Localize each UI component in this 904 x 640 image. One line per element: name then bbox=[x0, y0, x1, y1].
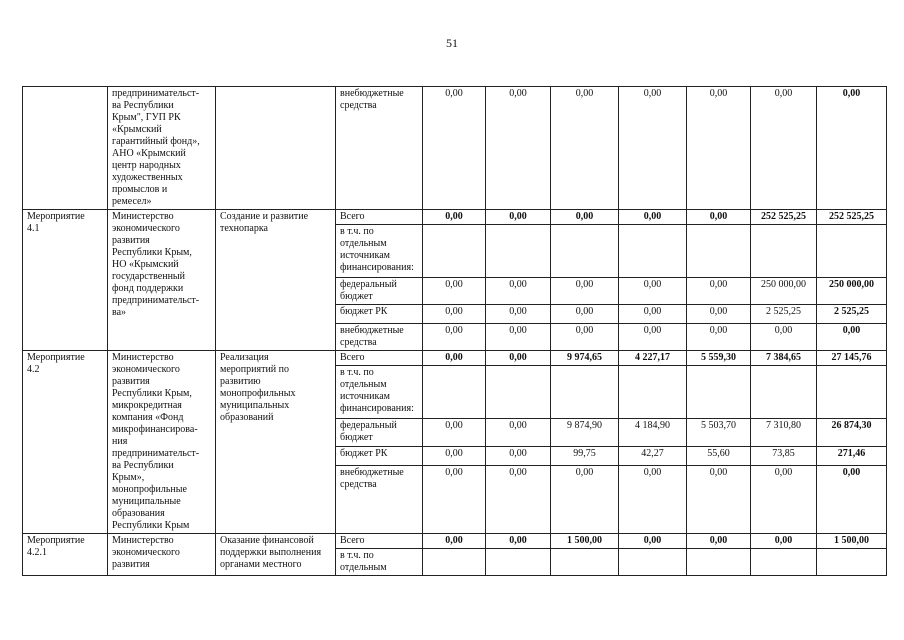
amount-cell: 0,00 bbox=[551, 324, 619, 351]
total-cell: 252 525,25 bbox=[817, 210, 887, 225]
funding-source-cell: в т.ч. по отдельным bbox=[336, 549, 423, 576]
measure-name-cell: Оказание финансовой поддержки выполнения органами местного bbox=[216, 534, 336, 576]
amount-cell bbox=[423, 225, 486, 278]
amount-cell: 0,00 bbox=[751, 87, 817, 210]
amount-cell bbox=[751, 225, 817, 278]
amount-cell: 0,00 bbox=[486, 210, 551, 225]
amount-cell: 0,00 bbox=[423, 87, 486, 210]
amount-cell bbox=[551, 366, 619, 419]
measure-name-cell bbox=[216, 87, 336, 210]
total-cell: 2 525,25 bbox=[817, 305, 887, 324]
amount-cell: 0,00 bbox=[551, 210, 619, 225]
measure-cell: Мероприятие 4.2.1 bbox=[23, 534, 108, 576]
amount-cell: 0,00 bbox=[423, 534, 486, 549]
total-cell: 0,00 bbox=[817, 87, 887, 210]
amount-cell bbox=[423, 549, 486, 576]
amount-cell: 0,00 bbox=[423, 278, 486, 305]
amount-cell: 0,00 bbox=[619, 534, 687, 549]
amount-cell bbox=[619, 549, 687, 576]
measure-name-cell: Реализация мероприятий по развитию монопрофильных муниципальных образований bbox=[216, 351, 336, 534]
amount-cell: 5 503,70 bbox=[687, 419, 751, 446]
table-row bbox=[23, 351, 887, 366]
amount-cell: 2 525,25 bbox=[751, 305, 817, 324]
total-cell bbox=[817, 549, 887, 576]
funding-source-cell: бюджет РК bbox=[336, 446, 423, 465]
amount-cell: 0,00 bbox=[423, 446, 486, 465]
measure-cell bbox=[23, 87, 108, 210]
amount-cell bbox=[619, 366, 687, 419]
table-row bbox=[23, 87, 887, 210]
amount-cell: 99,75 bbox=[551, 446, 619, 465]
budget-table bbox=[22, 86, 887, 576]
amount-cell: 0,00 bbox=[619, 465, 687, 533]
total-cell: 1 500,00 bbox=[817, 534, 887, 549]
amount-cell: 0,00 bbox=[551, 278, 619, 305]
amount-cell: 0,00 bbox=[551, 305, 619, 324]
total-cell bbox=[817, 366, 887, 419]
amount-cell: 0,00 bbox=[423, 465, 486, 533]
amount-cell: 0,00 bbox=[486, 465, 551, 533]
amount-cell: 0,00 bbox=[619, 305, 687, 324]
amount-cell: 0,00 bbox=[486, 446, 551, 465]
total-cell: 250 000,00 bbox=[817, 278, 887, 305]
amount-cell: 55,60 bbox=[687, 446, 751, 465]
amount-cell: 0,00 bbox=[687, 534, 751, 549]
amount-cell: 73,85 bbox=[751, 446, 817, 465]
amount-cell: 0,00 bbox=[619, 210, 687, 225]
amount-cell: 0,00 bbox=[423, 419, 486, 446]
amount-cell bbox=[687, 549, 751, 576]
measure-name-cell: Создание и развитие технопарка bbox=[216, 210, 336, 351]
amount-cell: 0,00 bbox=[619, 324, 687, 351]
amount-cell: 0,00 bbox=[687, 324, 751, 351]
amount-cell: 0,00 bbox=[751, 465, 817, 533]
amount-cell bbox=[551, 225, 619, 278]
amount-cell bbox=[687, 225, 751, 278]
funding-source-cell: Всего bbox=[336, 351, 423, 366]
funding-source-cell: федеральный бюджет bbox=[336, 419, 423, 446]
amount-cell: 250 000,00 bbox=[751, 278, 817, 305]
amount-cell: 0,00 bbox=[551, 465, 619, 533]
executor-cell: предпринимательст- ва Республики Крым", ГУП РК «Крымский гарантийный фонд», АНО «Крымский центр народных художественных промыслов и ремесел» bbox=[108, 87, 216, 210]
amount-cell bbox=[751, 549, 817, 576]
measure-cell: Мероприятие 4.2 bbox=[23, 351, 108, 534]
amount-cell: 1 500,00 bbox=[551, 534, 619, 549]
table-row bbox=[23, 210, 887, 225]
amount-cell: 0,00 bbox=[423, 305, 486, 324]
amount-cell: 0,00 bbox=[486, 351, 551, 366]
amount-cell: 0,00 bbox=[687, 87, 751, 210]
executor-cell: Министерство экономического развития Республики Крым, микрокредитная компания «Фонд микрофинансирова- ния предпринимательст- ва Республики Крым», монопрофильные муниципальные образования Республики Крым bbox=[108, 351, 216, 534]
funding-source-cell: в т.ч. по отдельным источникам финансирования: bbox=[336, 225, 423, 278]
amount-cell: 0,00 bbox=[423, 210, 486, 225]
amount-cell: 9 874,90 bbox=[551, 419, 619, 446]
total-cell: 26 874,30 bbox=[817, 419, 887, 446]
amount-cell: 0,00 bbox=[486, 419, 551, 446]
amount-cell: 0,00 bbox=[423, 351, 486, 366]
amount-cell: 0,00 bbox=[687, 305, 751, 324]
amount-cell: 0,00 bbox=[619, 278, 687, 305]
amount-cell: 42,27 bbox=[619, 446, 687, 465]
amount-cell bbox=[423, 366, 486, 419]
amount-cell: 0,00 bbox=[687, 465, 751, 533]
page-number: 51 bbox=[446, 36, 458, 50]
funding-source-cell: федеральный бюджет bbox=[336, 278, 423, 305]
amount-cell: 0,00 bbox=[486, 278, 551, 305]
amount-cell: 252 525,25 bbox=[751, 210, 817, 225]
amount-cell: 0,00 bbox=[551, 87, 619, 210]
amount-cell bbox=[751, 366, 817, 419]
amount-cell: 7 310,80 bbox=[751, 419, 817, 446]
amount-cell: 4 227,17 bbox=[619, 351, 687, 366]
funding-source-cell: бюджет РК bbox=[336, 305, 423, 324]
funding-source-cell: Всего bbox=[336, 210, 423, 225]
amount-cell bbox=[486, 366, 551, 419]
executor-cell: Министерство экономического развития Республики Крым, НО «Крымский государственный фонд поддержки предпринимательст- ва» bbox=[108, 210, 216, 351]
amount-cell bbox=[619, 225, 687, 278]
amount-cell: 0,00 bbox=[486, 534, 551, 549]
amount-cell: 0,00 bbox=[619, 87, 687, 210]
amount-cell: 4 184,90 bbox=[619, 419, 687, 446]
total-cell: 271,46 bbox=[817, 446, 887, 465]
total-cell bbox=[817, 225, 887, 278]
amount-cell: 0,00 bbox=[486, 324, 551, 351]
funding-source-cell: внебюджетные средства bbox=[336, 87, 423, 210]
table-row bbox=[23, 534, 887, 549]
amount-cell: 0,00 bbox=[751, 534, 817, 549]
amount-cell: 0,00 bbox=[751, 324, 817, 351]
amount-cell: 0,00 bbox=[486, 305, 551, 324]
amount-cell: 9 974,65 bbox=[551, 351, 619, 366]
funding-source-cell: Всего bbox=[336, 534, 423, 549]
amount-cell: 5 559,30 bbox=[687, 351, 751, 366]
total-cell: 27 145,76 bbox=[817, 351, 887, 366]
amount-cell: 0,00 bbox=[687, 278, 751, 305]
amount-cell: 7 384,65 bbox=[751, 351, 817, 366]
amount-cell bbox=[486, 225, 551, 278]
funding-source-cell: внебюджетные средства bbox=[336, 324, 423, 351]
total-cell: 0,00 bbox=[817, 465, 887, 533]
funding-source-cell: в т.ч. по отдельным источникам финансирования: bbox=[336, 366, 423, 419]
funding-source-cell: внебюджетные средства bbox=[336, 465, 423, 533]
amount-cell: 0,00 bbox=[687, 210, 751, 225]
amount-cell: 0,00 bbox=[486, 87, 551, 210]
executor-cell: Министерство экономического развития bbox=[108, 534, 216, 576]
amount-cell bbox=[486, 549, 551, 576]
measure-cell: Мероприятие 4.1 bbox=[23, 210, 108, 351]
total-cell: 0,00 bbox=[817, 324, 887, 351]
amount-cell bbox=[551, 549, 619, 576]
amount-cell bbox=[687, 366, 751, 419]
amount-cell: 0,00 bbox=[423, 324, 486, 351]
